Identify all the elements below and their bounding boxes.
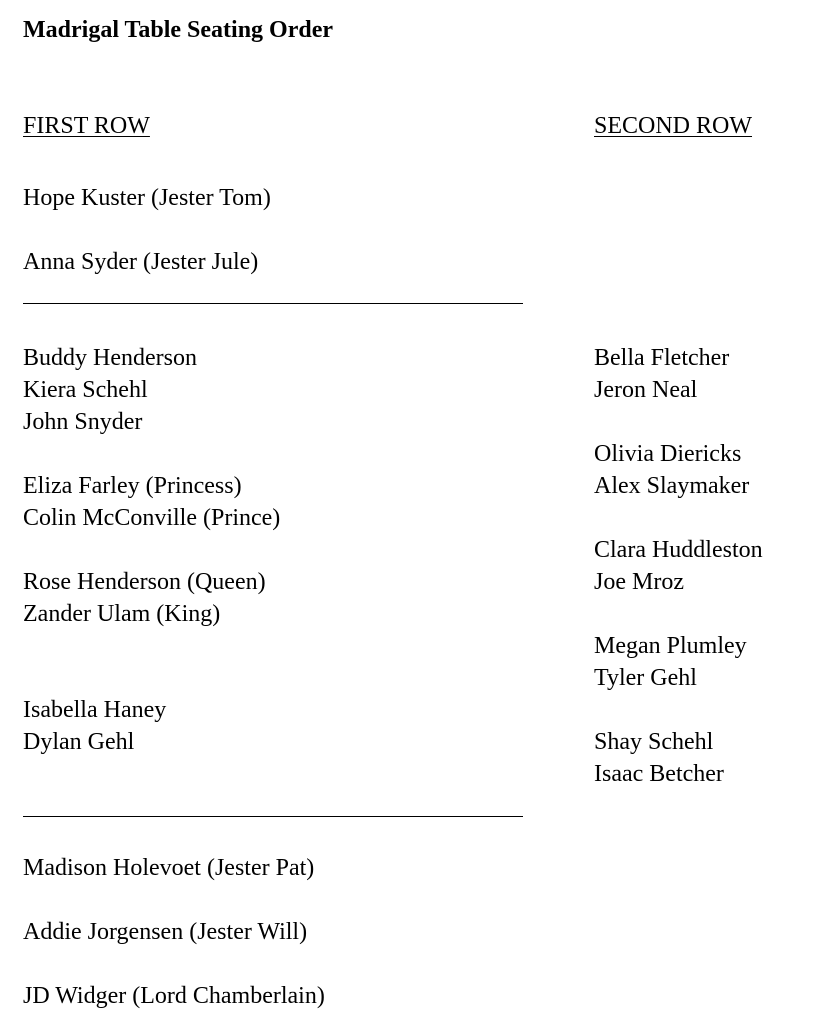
second-row-name: Joe Mroz <box>594 569 684 595</box>
second-row-name: Jeron Neal <box>594 377 698 403</box>
top-name-1: Hope Kuster (Jester Tom) <box>23 185 271 211</box>
second-row-name: Olivia Diericks <box>594 441 742 467</box>
first-row-name: Zander Ulam (King) <box>23 601 221 627</box>
top-name-2: Anna Syder (Jester Jule) <box>23 249 259 275</box>
second-row-heading: SECOND ROW <box>594 113 753 139</box>
second-row-name: Alex Slaymaker <box>594 473 750 499</box>
first-row-name: Isabella Haney <box>23 697 167 723</box>
second-row-name: Isaac Betcher <box>594 761 724 787</box>
first-row-name: Eliza Farley (Princess) <box>23 473 242 499</box>
second-row-name: Bella Fletcher <box>594 345 730 371</box>
bottom-name-3: JD Widger (Lord Chamberlain) <box>23 983 325 1009</box>
first-row-heading: FIRST ROW <box>23 113 150 139</box>
bottom-name-2: Addie Jorgensen (Jester Will) <box>23 919 308 945</box>
first-row-name: Colin McConville (Prince) <box>23 505 281 531</box>
first-row-name: Buddy Henderson <box>23 345 197 371</box>
second-row-name: Clara Huddleston <box>594 537 763 563</box>
second-row-name: Megan Plumley <box>594 633 747 659</box>
section-divider-bottom <box>23 816 523 817</box>
first-row-name: Dylan Gehl <box>23 729 135 755</box>
first-row-name: John Snyder <box>23 409 143 435</box>
first-row-name: Kiera Schehl <box>23 377 148 403</box>
section-divider-top <box>23 303 523 304</box>
first-row-name: Rose Henderson (Queen) <box>23 569 266 595</box>
second-row-name: Tyler Gehl <box>594 665 697 691</box>
second-row-name: Shay Schehl <box>594 729 714 755</box>
bottom-name-1: Madison Holevoet (Jester Pat) <box>23 855 315 881</box>
document-title: Madrigal Table Seating Order <box>23 17 334 43</box>
